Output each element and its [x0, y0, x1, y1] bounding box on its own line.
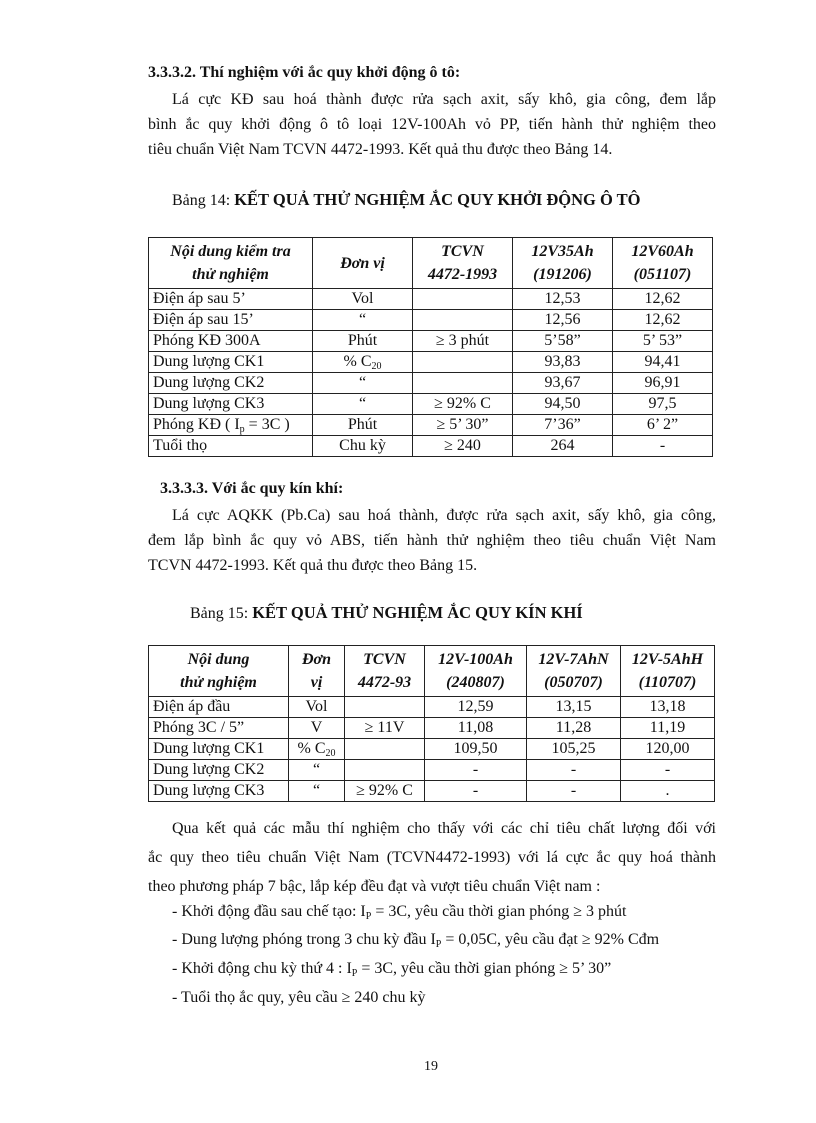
table-cell: V	[289, 718, 345, 739]
table-cell: -	[425, 760, 527, 781]
table-cell: 5’58”	[513, 331, 613, 352]
table-cell: ≥ 11V	[345, 718, 425, 739]
table-cell: 96,91	[613, 373, 713, 394]
table-row	[149, 394, 713, 415]
paragraph-line: theo phương pháp 7 bậc, lắp kép đều đạt và vượt tiêu chuẩn Việt nam :	[148, 878, 601, 895]
table-cell: Dung lượng CK1	[149, 739, 289, 760]
table-cell: Điện áp sau 5’	[149, 289, 313, 310]
table-cell: 13,15	[527, 697, 621, 718]
table-cell: Vol	[289, 697, 345, 718]
table-cell: -	[425, 781, 527, 802]
table-cell: 11,28	[527, 718, 621, 739]
table-15-header-row	[149, 646, 715, 697]
table-cell: 13,18	[621, 697, 715, 718]
table-cell: ≥ 3 phút	[413, 331, 513, 352]
bullet-item: - Tuổi thọ ắc quy, yêu cầu ≥ 240 chu kỳ	[172, 989, 426, 1006]
table-cell	[413, 310, 513, 331]
table-row	[149, 436, 713, 457]
table-cell: 109,50	[425, 739, 527, 760]
table-cell: 120,00	[621, 739, 715, 760]
table-cell: ≥ 5’ 30”	[413, 415, 513, 436]
paragraph-line: ắc quy theo tiêu chuẩn Việt Nam (TCVN4472-1993) với lá cực ắc quy hoá thành	[148, 849, 716, 866]
table-cell: 93,67	[513, 373, 613, 394]
table-cell: 11,19	[621, 718, 715, 739]
table-cell: Dung lượng CK2	[149, 373, 313, 394]
table-header-cell: TCVN 4472-1993	[413, 238, 513, 289]
table-header-cell: TCVN 4472-93	[345, 646, 425, 697]
table-cell: Dung lượng CK1	[149, 352, 313, 373]
table-cell: -	[613, 436, 713, 457]
table-cell: -	[527, 760, 621, 781]
table-15-caption-title: KẾT QUẢ THỬ NGHIỆM ẮC QUY KÍN KHÍ	[252, 603, 583, 622]
table-header-cell: 12V35Ah (191206)	[513, 238, 613, 289]
table-header-cell: Nội dung thử nghiệm	[149, 646, 289, 697]
table-cell: .	[621, 781, 715, 802]
table-cell: “	[313, 394, 413, 415]
paragraph-line: bình ắc quy khởi động ô tô loại 12V-100Ah vỏ PP, tiến hành thử nghiệm theo	[148, 116, 716, 133]
table-cell: Điện áp đầu	[149, 697, 289, 718]
paragraph-line: Lá cực AQKK (Pb.Ca) sau hoá thành, được rửa sạch axit, sấy khô, gia công,	[172, 507, 716, 524]
paragraph-line: TCVN 4472-1993. Kết quả thu được theo Bảng 15.	[148, 557, 478, 574]
table-15	[148, 645, 715, 802]
table-row	[149, 352, 713, 373]
table-cell: ≥ 92% C	[345, 781, 425, 802]
table-cell: Dung lượng CK3	[149, 394, 313, 415]
table-cell: 12,62	[613, 289, 713, 310]
section-heading-3-3-3-2: 3.3.3.2. Thí nghiệm với ắc quy khởi động ô tô:	[148, 64, 461, 81]
table-14-caption	[172, 190, 641, 210]
table-cell: Vol	[313, 289, 413, 310]
table-cell: 12,59	[425, 697, 527, 718]
table-cell: 264	[513, 436, 613, 457]
paragraph-line: Lá cực KĐ sau hoá thành được rửa sạch axit, sấy khô, gia công, đem lắp	[172, 91, 716, 108]
table-cell: ≥ 240	[413, 436, 513, 457]
table-cell: 94,50	[513, 394, 613, 415]
table-row	[149, 289, 713, 310]
bullet-item: - Khởi động đầu sau chế tạo: $I_P = 3C$, yêu cầu thời gian phóng ≥ 3 phút	[172, 903, 627, 922]
table-cell: “	[313, 310, 413, 331]
table-14-header-row	[149, 238, 713, 289]
table-cell	[345, 697, 425, 718]
table-cell: 12,53	[513, 289, 613, 310]
table-row	[149, 760, 715, 781]
table-cell: 97,5	[613, 394, 713, 415]
table-header-cell: Đơn vị	[313, 238, 413, 289]
paragraph-line: đem lắp bình ắc quy vỏ ABS, tiến hành thử nghiệm theo tiêu chuẩn Việt Nam	[148, 532, 716, 549]
table-cell: Dung lượng CK3	[149, 781, 289, 802]
table-cell: 12,56	[513, 310, 613, 331]
section-heading-3-3-3-3: 3.3.3.3. Với ắc quy kín khí:	[160, 480, 344, 497]
table-cell: Dung lượng CK2	[149, 760, 289, 781]
bullet-item: - Dung lượng phóng trong 3 chu kỳ đầu $I_P = 0,05C$, yêu cầu đạt ≥ 92% Cđm	[172, 931, 660, 950]
table-header-cell: Nội dung kiểm tra thử nghiệm	[149, 238, 313, 289]
table-header-cell: 12V60Ah (051107)	[613, 238, 713, 289]
table-header-cell: 12V-5AhH (110707)	[621, 646, 715, 697]
table-15-caption-label: Bảng 15:	[190, 605, 249, 622]
table-cell: Phút	[313, 415, 413, 436]
table-header-cell: 12V-7AhN (050707)	[527, 646, 621, 697]
table-cell: 93,83	[513, 352, 613, 373]
table-cell: Điện áp sau 15’	[149, 310, 313, 331]
table-cell: -	[527, 781, 621, 802]
table-cell	[413, 352, 513, 373]
table-cell: “	[313, 373, 413, 394]
table-cell: 7’36”	[513, 415, 613, 436]
table-header-cell: Đơn vị	[289, 646, 345, 697]
table-row	[149, 373, 713, 394]
table-cell: Chu kỳ	[313, 436, 413, 457]
table-header-cell: 12V-100Ah (240807)	[425, 646, 527, 697]
paragraph-line: tiêu chuẩn Việt Nam TCVN 4472-1993. Kết quả thu được theo Bảng 14.	[148, 141, 613, 158]
table-14	[148, 237, 713, 457]
table-cell: Phóng KĐ ( $I_p = 3C$ )	[149, 415, 313, 436]
table-cell: Phút	[313, 331, 413, 352]
table-row	[149, 739, 715, 760]
table-cell: Phóng 3C / 5”	[149, 718, 289, 739]
table-row	[149, 718, 715, 739]
table-cell: ≥ 92% C	[413, 394, 513, 415]
table-cell: 6’ 2”	[613, 415, 713, 436]
table-cell: % $C_{20}$	[313, 352, 413, 373]
table-cell: “	[289, 781, 345, 802]
table-14-caption-label: Bảng 14:	[172, 192, 231, 209]
table-cell: 5’ 53”	[613, 331, 713, 352]
table-cell	[413, 373, 513, 394]
table-cell: -	[621, 760, 715, 781]
table-cell	[413, 289, 513, 310]
bullet-item: - Khởi động chu kỳ thứ 4 : $I_P = 3C$, yêu cầu thời gian phóng ≥ 5’ 30”	[172, 960, 612, 979]
table-cell	[345, 760, 425, 781]
table-14-caption-title: KẾT QUẢ THỬ NGHIỆM ẮC QUY KHỞI ĐỘNG Ô TÔ	[234, 190, 641, 209]
table-row	[149, 781, 715, 802]
table-row	[149, 415, 713, 436]
table-cell: 12,62	[613, 310, 713, 331]
table-15-caption	[190, 603, 583, 623]
table-cell: Tuổi thọ	[149, 436, 313, 457]
paragraph-line: Qua kết quả các mẫu thí nghiệm cho thấy với các chỉ tiêu chất lượng đối với	[172, 820, 716, 837]
page-number: 19	[424, 1059, 438, 1074]
table-cell: 105,25	[527, 739, 621, 760]
table-cell: % $C_{20}$	[289, 739, 345, 760]
table-cell: “	[289, 760, 345, 781]
table-cell: 11,08	[425, 718, 527, 739]
table-row	[149, 331, 713, 352]
table-row	[149, 697, 715, 718]
table-cell	[345, 739, 425, 760]
table-cell: 94,41	[613, 352, 713, 373]
table-cell: Phóng KĐ 300A	[149, 331, 313, 352]
table-row	[149, 310, 713, 331]
